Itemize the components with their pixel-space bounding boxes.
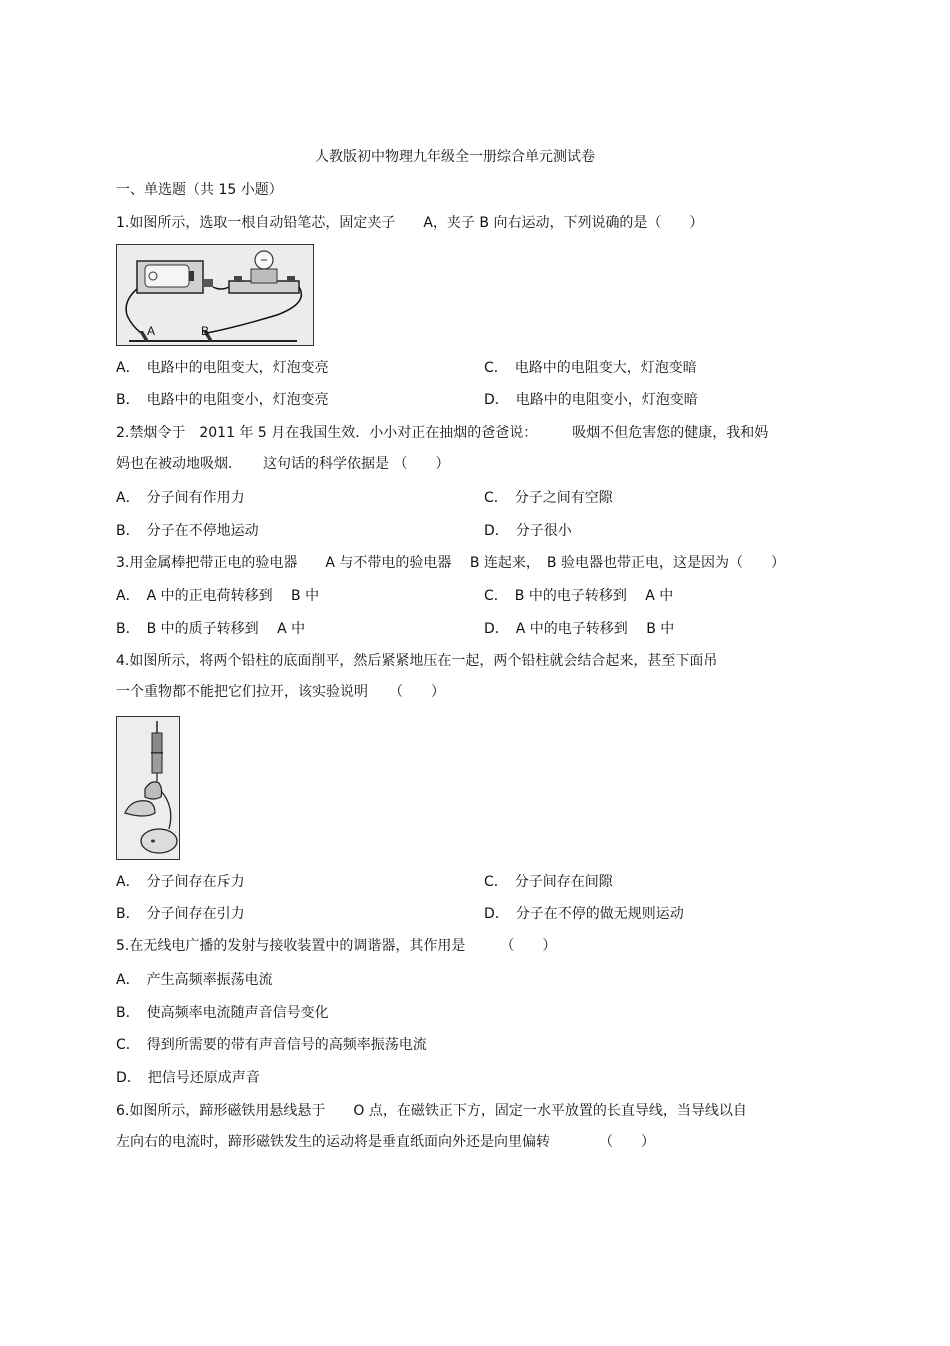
- question-4-option-a: A． 分子间存在斥力: [116, 874, 245, 890]
- question-4-option-c: C． 分子间存在间隙: [484, 874, 613, 890]
- question-1-option-d: D． 电路中的电阻变小，灯泡变暗: [484, 392, 698, 408]
- question-4-option-b: B． 分子间存在引力: [116, 906, 245, 922]
- clip-a-label: A: [147, 324, 156, 338]
- upper-cylinder-icon: [152, 733, 162, 753]
- lead-cylinders: [117, 717, 179, 859]
- question-2-stem-line-1: 2.禁烟令于 2011 年 5 月在我国生效．小小对正在抽烟的爸爸说： 吸烟不但危害您的健康，我和妈: [116, 425, 769, 441]
- question-3-option-c: C． B 中的电子转移到 A 中: [484, 588, 674, 604]
- question-2-option-c: C． 分子之间有空隙: [484, 490, 613, 506]
- question-1-option-b: B． 电路中的电阻变小，灯泡变亮: [116, 392, 329, 408]
- clip-b-label: B: [201, 324, 210, 338]
- page-title: 人教版初中物理九年级全一册综合单元测试卷: [315, 149, 595, 165]
- question-4-stem-line-1: 4.如图所示，将两个铅柱的底面削平，然后紧紧地压在一起，两个铅柱就会结合起来，甚至下面吊: [116, 653, 718, 669]
- question-3-option-b: B． B 中的质子转移到 A 中: [116, 621, 306, 637]
- lower-cylinder-icon: [152, 753, 162, 773]
- question-5-option-d: D． 把信号还原成声音: [116, 1070, 260, 1086]
- question-2-option-d: D． 分子很小: [484, 523, 572, 539]
- question-1-option-c: C． 电路中的电阻变大，灯泡变暗: [484, 360, 697, 376]
- question-4-stem-line-2: 一个重物都不能把它们拉开，该实验说明 （ ）: [116, 684, 445, 700]
- question-5-option-b: B． 使高频率电流随声音信号变化: [116, 1005, 329, 1021]
- section-heading: 一、单选题（共 15 小题）: [116, 182, 283, 198]
- question-4-option-d: D． 分子在不停的做无规则运动: [484, 906, 684, 922]
- question-2-option-a: A． 分子间有作用力: [116, 490, 245, 506]
- question-5-stem: 5.在无线电广播的发射与接收装置中的调谐器，其作用是 （ ）: [116, 938, 557, 954]
- circuit-diagram: [117, 245, 313, 345]
- question-3-option-a: A． A 中的正电荷转移到 B 中: [116, 588, 320, 604]
- question-6-stem-line-1: 6.如图所示，蹄形磁铁用悬线悬于 O 点，在磁铁正下方，固定一水平放置的长直导线，当导线以自: [116, 1103, 747, 1119]
- question-5-option-a: A． 产生高频率振荡电流: [116, 972, 273, 988]
- question-3-stem: 3.用金属棒把带正电的验电器 A 与不带电的验电器 B 连起来， B 验电器也带正电，这是因为（ ）: [116, 555, 785, 571]
- question-2-option-b: B． 分子在不停地运动: [116, 523, 259, 539]
- lead-cylinders-figure: [116, 716, 180, 860]
- question-1-option-a: A． 电路中的电阻变大，灯泡变亮: [116, 360, 329, 376]
- question-5-option-c: C． 得到所需要的带有声音信号的高频率振荡电流: [116, 1037, 427, 1053]
- stand-base-icon: [141, 829, 177, 853]
- question-1-stem: 1.如图所示，选取一根自动铅笔芯，固定夹子 A，夹子 B 向右运动，下列说确的是（ ）: [116, 215, 704, 231]
- circuit-diagram-figure: [116, 244, 314, 346]
- question-6-stem-line-2: 左向右的电流时，蹄形磁铁发生的运动将是垂直纸面向外还是向里偏转 （ ）: [116, 1134, 655, 1150]
- question-2-stem-line-2: 妈也在被动地吸烟． 这句话的科学依据是 （ ）: [116, 456, 450, 472]
- question-3-option-d: D． A 中的电子转移到 B 中: [484, 621, 675, 637]
